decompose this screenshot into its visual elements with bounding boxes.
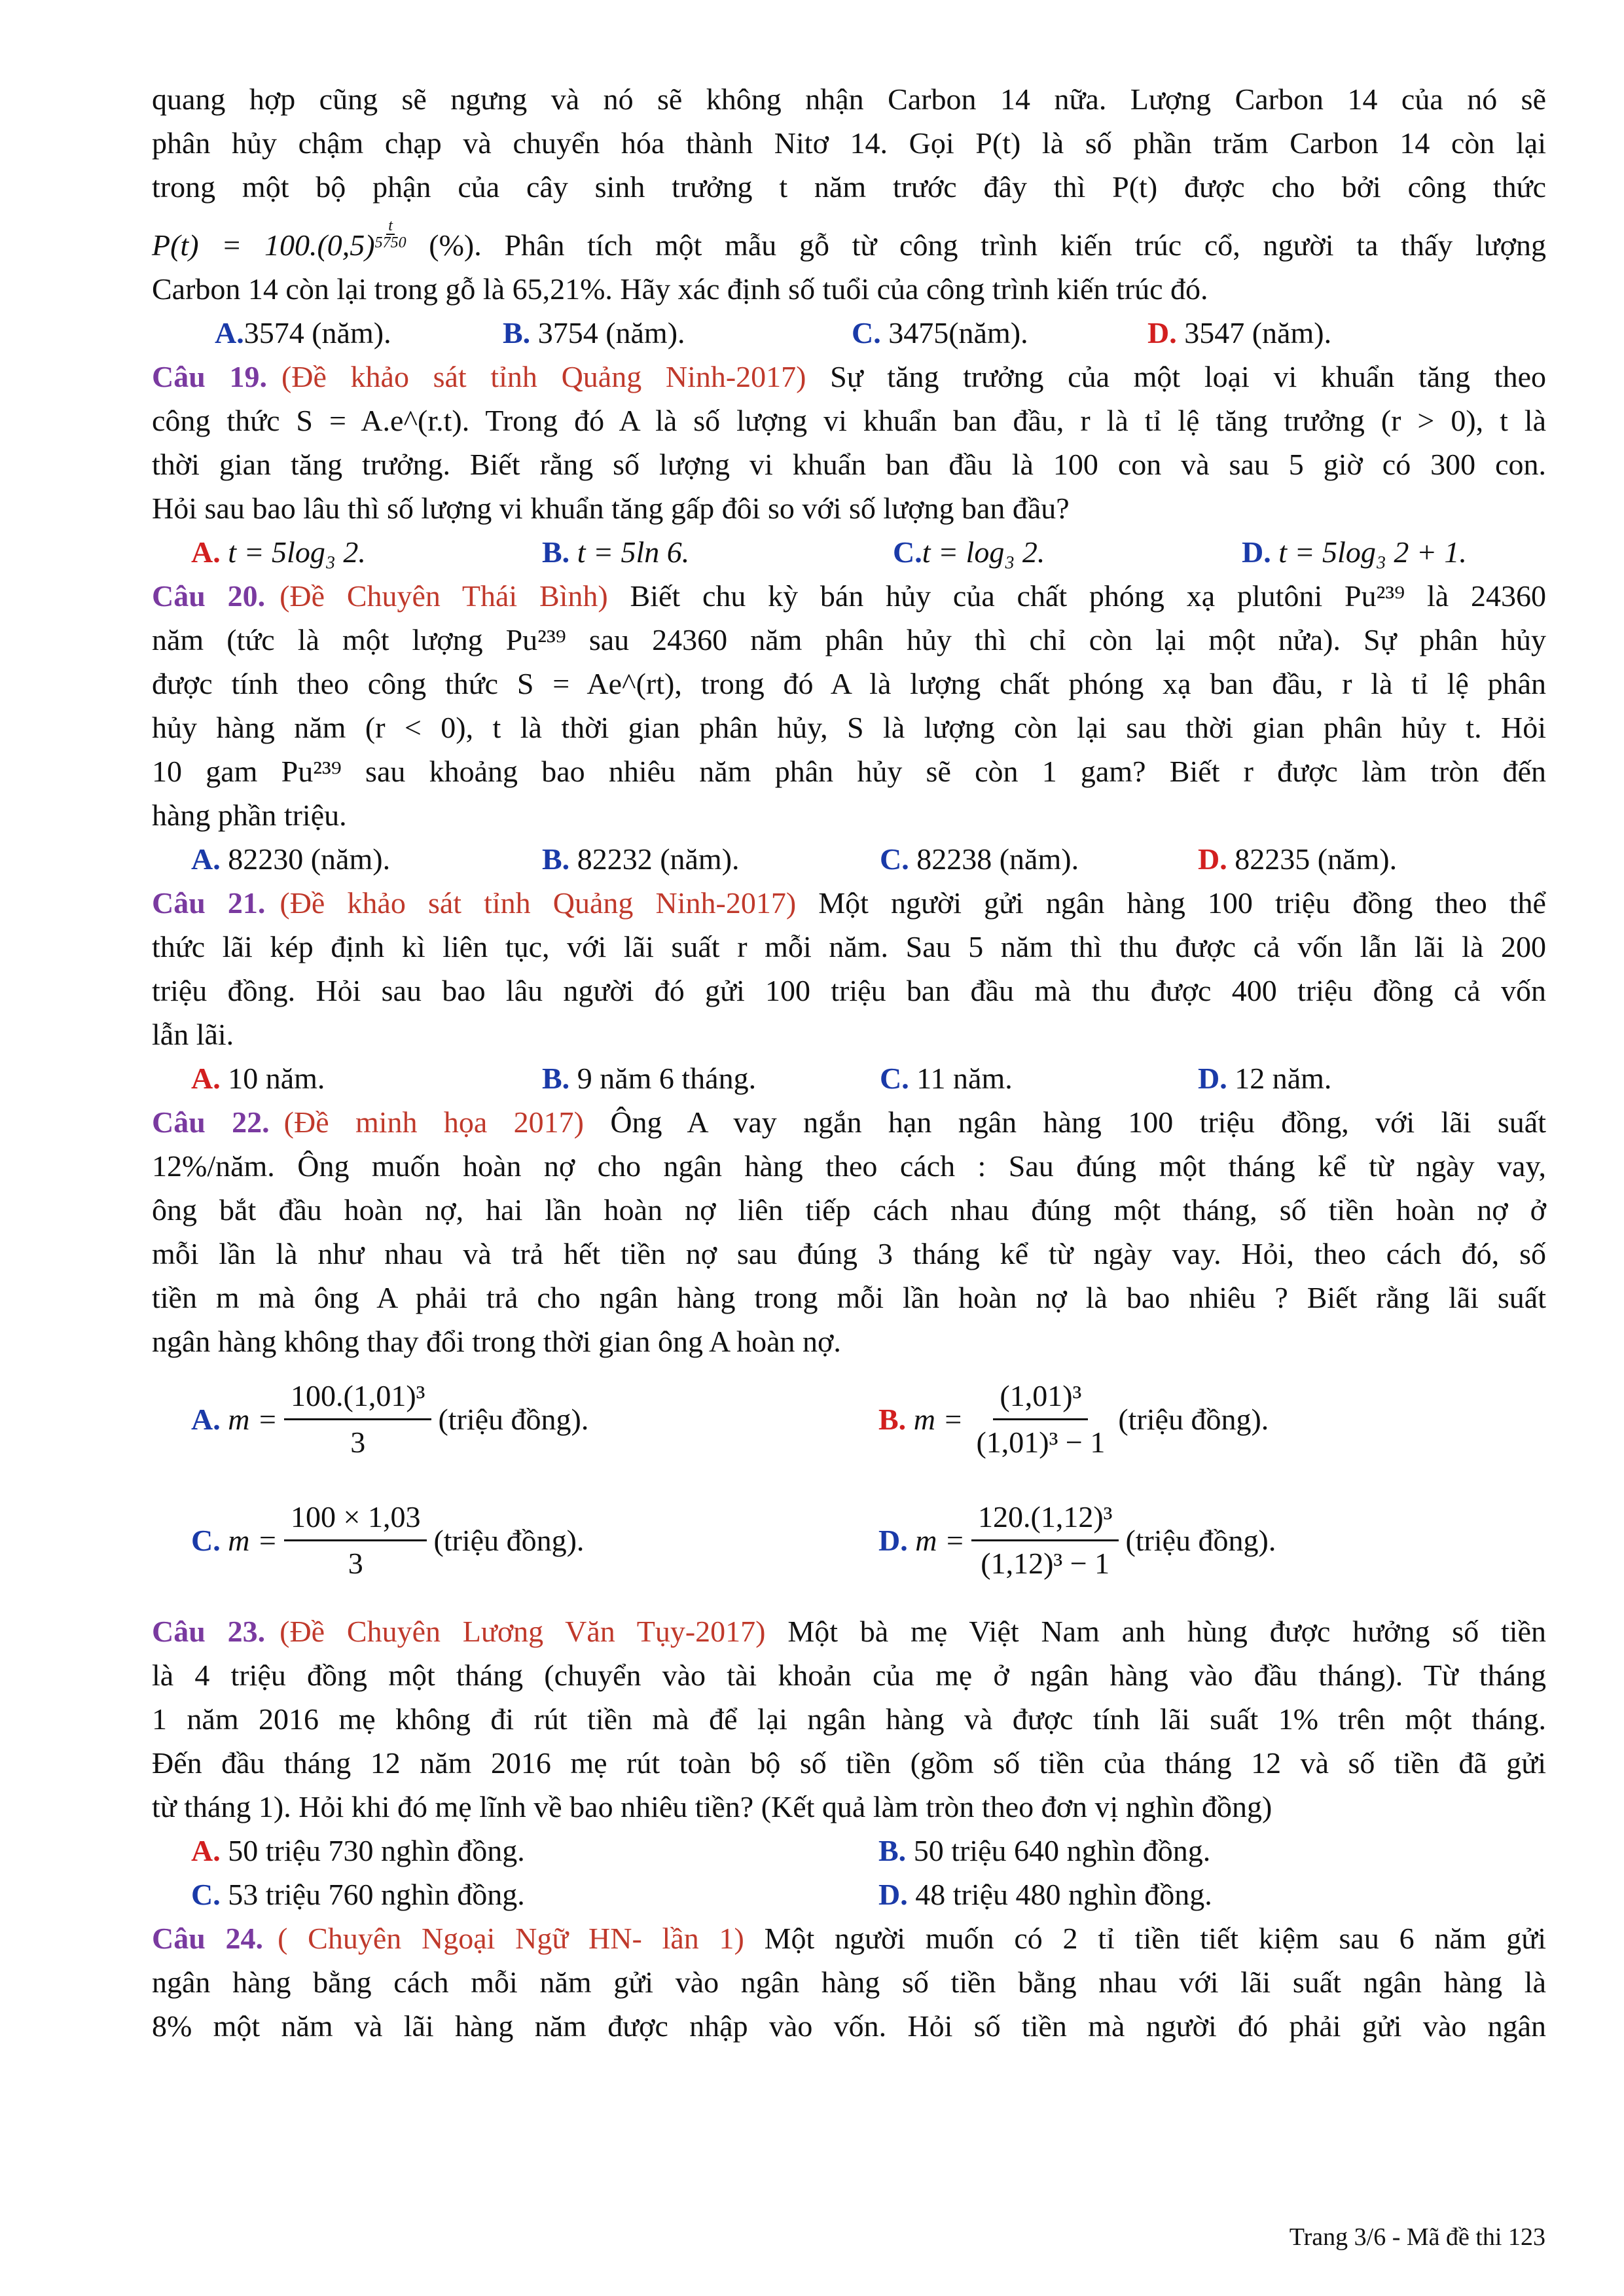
option-a[interactable]: A. t = 5log₃ 2. xyxy=(191,535,366,569)
question-23: Câu 23. (Đề Chuyên Lương Văn Tụy-2017) Một bà mẹ Việt Nam anh hùng được hưởng số tiền xyxy=(152,1615,1546,1648)
question-number: Câu 23. xyxy=(152,1615,266,1648)
intro-formula-line xyxy=(152,218,1546,267)
option-a[interactable]: A. m = $\frac{\text{100.(1,01)³}}{3}$ (triệu đồng). xyxy=(191,1378,878,1461)
option-a[interactable]: A. 82230 (năm). xyxy=(191,842,391,876)
option-c[interactable]: C. m = $\frac{100 \times 1,03}{3}$ (triệu đồng). xyxy=(191,1499,878,1582)
option-d[interactable]: D. 48 triệu 480 nghìn đồng. xyxy=(878,1878,1212,1911)
option-d[interactable]: D. 12 năm. xyxy=(1198,1062,1332,1095)
option-b[interactable]: B. 50 triệu 640 nghìn đồng. xyxy=(878,1834,1211,1867)
question-line: 8% một năm và lãi hàng năm được nhập vào vốn. Hỏi số tiền mà người đó phải gửi vào ngân xyxy=(152,2009,1546,2043)
option-a[interactable]: A. 10 năm. xyxy=(191,1062,325,1095)
option-c[interactable]: C.t = log₃ 2. xyxy=(893,535,1045,569)
option-d[interactable]: D. t = 5log₃ 2 + 1. xyxy=(1242,535,1467,569)
fraction: $\frac{\text{(1,01)³}}{\text{(1,01)³ − 1}}$ xyxy=(976,1378,1106,1459)
question-24: Câu 24. ( Chuyên Ngoại Ngữ HN- lần 1) Một người muốn có 2 tỉ tiền tiết kiệm sau 6 năm gửi xyxy=(152,1922,1546,1955)
options-row xyxy=(152,1873,1546,1916)
question-21: Câu 21. (Đề khảo sát tỉnh Quảng Ninh-2017) Một người gửi ngân hàng 100 triệu đồng theo thể xyxy=(152,886,1546,920)
question-line: Đến đầu tháng 12 năm 2016 mẹ rút toàn bộ số tiền (gồm số tiền của tháng 12 và số tiền đã gửi xyxy=(152,1746,1546,1780)
options-row xyxy=(152,1363,1546,1475)
option-b[interactable]: B. 9 năm 6 tháng. xyxy=(542,1062,757,1095)
option-c[interactable]: C. 11 năm. xyxy=(880,1062,1013,1095)
options-row xyxy=(152,1829,1546,1873)
intro-line-rest: (%). Phân tích một mẫu gỗ từ công trình kiến trúc cổ, người ta thấy lượng xyxy=(429,228,1547,262)
question-line: năm (tức là một lượng Pu²³⁹ sau 24360 năm phân hủy thì chỉ còn lại một nửa). Sự phân hủy xyxy=(152,623,1546,656)
question-number: Câu 19. xyxy=(152,360,267,393)
fraction: $\frac{\text{100.(1,01)³}}{3}$ xyxy=(284,1378,431,1461)
option-d[interactable]: D. 82235 (năm). xyxy=(1198,842,1398,876)
option-b[interactable]: B. m = $\frac{\text{(1,01)³}}{\text{(1,01)³ − 1}}$ (triệu đồng). xyxy=(878,1378,1269,1461)
question-line: 12%/năm. Ông muốn hoàn nợ cho ngân hàng theo cách : Sau đúng một tháng kể từ ngày vay, xyxy=(152,1149,1546,1183)
question-source: (Đề minh họa 2017) xyxy=(283,1105,584,1139)
question-line: ngân hàng bằng cách mỗi năm gửi vào ngân hàng số tiền bằng nhau với lãi suất ngân hàng là xyxy=(152,1965,1546,1999)
option-b[interactable]: B. 3754 (năm). xyxy=(503,316,685,350)
formula-base: P(t) = 100.(0,5) xyxy=(152,228,375,262)
question-22: Câu 22. (Đề minh họa 2017) Ông A vay ngắn hạn ngân hàng 100 triệu đồng, với lãi suất xyxy=(152,1105,1546,1139)
intro-line: Carbon 14 còn lại trong gỗ là 65,21%. Hãy xác định số tuổi của công trình kiến trúc đó. xyxy=(152,272,1208,306)
question-line: Hỏi sau bao lâu thì số lượng vi khuẩn tăng gấp đôi so với số lượng ban đầu? xyxy=(152,492,1070,525)
question-20: Câu 20. (Đề Chuyên Thái Bình) Biết chu kỳ bán hủy của chất phóng xạ plutôni Pu²³⁹ là 24360 xyxy=(152,579,1546,613)
question-19: Câu 19. (Đề khảo sát tỉnh Quảng Ninh-2017) Sự tăng trưởng của một loại vi khuẩn tăng theo xyxy=(152,360,1546,393)
question-line: thức lãi kép định kì liên tục, với lãi suất r mỗi năm. Sau 5 năm thì thu được cả vốn lẫn lãi là 200 xyxy=(152,930,1546,963)
option-c[interactable]: C. 3475(năm). xyxy=(852,316,1028,350)
formula-exponent: $\frac{t}{5750}$ xyxy=(374,217,406,251)
option-d[interactable]: D. 3547 (năm). xyxy=(1147,316,1332,350)
question-line: mỗi lần là như nhau và trả hết tiền nợ sau đúng 3 tháng kể từ ngày vay. Hỏi, theo cách đó, số xyxy=(152,1237,1546,1270)
option-b[interactable]: B. 82232 (năm). xyxy=(542,842,740,876)
options-row xyxy=(152,530,1546,574)
option-c[interactable]: C. 82238 (năm). xyxy=(880,842,1079,876)
option-a[interactable]: A. 50 triệu 730 nghìn đồng. xyxy=(191,1834,525,1867)
question-number: Câu 22. xyxy=(152,1105,270,1139)
question-line: hàng phần triệu. xyxy=(152,798,347,832)
option-b[interactable]: B. t = 5ln 6. xyxy=(542,535,690,569)
option-a[interactable]: A.3574 (năm). xyxy=(215,316,391,350)
option-c[interactable]: C. 53 triệu 760 nghìn đồng. xyxy=(191,1878,525,1911)
fraction: $\frac{100 \times 1,03}{3}$ xyxy=(284,1499,427,1582)
question-line: thời gian tăng trưởng. Biết rằng số lượng vi khuẩn ban đầu là 100 con và sau 5 giờ có 300 con. xyxy=(152,448,1546,481)
question-line: 1 năm 2016 mẹ không đi rút tiền mà để lại ngân hàng và được tính lãi suất 1% trên một tháng. xyxy=(152,1702,1546,1736)
question-number: Câu 24. xyxy=(152,1922,264,1955)
fraction: $\frac{\text{120.(1,12)³}}{\text{(1,12)³ − 1}}$ xyxy=(971,1499,1119,1582)
intro-line: trong một bộ phận của cây sinh trưởng t năm trước đây thì P(t) được cho bởi công thức xyxy=(152,170,1546,204)
page-footer: Trang 3/6 - Mã đề thi 123 xyxy=(1289,2223,1545,2251)
options-row xyxy=(152,1056,1546,1100)
question-line: tiền m mà ông A phải trả cho ngân hàng trong mỗi lần hoàn nợ là bao nhiêu ? Biết rằng lãi suất xyxy=(152,1281,1546,1314)
options-row xyxy=(152,311,1546,355)
question-number: Câu 20. xyxy=(152,579,266,613)
options-row xyxy=(152,1475,1546,1605)
question-line: lẫn lãi. xyxy=(152,1018,234,1051)
intro-line: quang hợp cũng sẽ ngưng và nó sẽ không nhận Carbon 14 nữa. Lượng Carbon 14 của nó sẽ xyxy=(152,82,1546,116)
question-line: ông bắt đầu hoàn nợ, hai lần hoàn nợ liên tiếp cách nhau đúng một tháng, số tiền hoàn nợ ở xyxy=(152,1193,1546,1227)
question-line: hủy hàng năm (r < 0), t là thời gian phân hủy, S là lượng còn lại sau thời gian phân hủy t. Hỏi xyxy=(152,711,1546,744)
question-line: được tính theo công thức S = Ae^(rt), trong đó A là lượng chất phóng xạ ban đầu, r là tỉ lệ phân xyxy=(152,667,1546,700)
option-d[interactable]: D. m = $\frac{\text{120.(1,12)³}}{\text{(1,12)³ − 1}}$ (triệu đồng). xyxy=(878,1499,1276,1582)
question-line: từ tháng 1). Hỏi khi đó mẹ lĩnh về bao nhiêu tiền? (Kết quả làm tròn theo đơn vị nghìn đồng) xyxy=(152,1790,1272,1823)
question-source: (Đề khảo sát tỉnh Quảng Ninh-2017) xyxy=(281,360,806,393)
options-row xyxy=(152,837,1546,881)
question-line: công thức S = A.e^(r.t). Trong đó A là số lượng vi khuẩn ban đầu, r là tỉ lệ tăng trưởng (r > 0), t là xyxy=(152,404,1546,437)
question-number: Câu 21. xyxy=(152,886,266,920)
question-source: (Đề Chuyên Thái Bình) xyxy=(280,579,608,613)
question-line: ngân hàng không thay đổi trong thời gian ông A hoàn nợ. xyxy=(152,1325,841,1358)
question-source: ( Chuyên Ngoại Ngữ HN- lần 1) xyxy=(278,1922,744,1955)
question-line: triệu đồng. Hỏi sau bao lâu người đó gửi 100 triệu ban đầu mà thu được 400 triệu đồng cả vốn xyxy=(152,974,1546,1007)
intro-line: phân hủy chậm chạp và chuyển hóa thành Nitơ 14. Gọi P(t) là số phần trăm Carbon 14 còn lại xyxy=(152,126,1546,160)
question-line: 10 gam Pu²³⁹ sau khoảng bao nhiêu năm phân hủy sẽ còn 1 gam? Biết r được làm tròn đến xyxy=(152,755,1546,788)
question-line: là 4 triệu đồng một tháng (chuyển vào tài khoản của mẹ ở ngân hàng vào đầu tháng). Từ tháng xyxy=(152,1659,1546,1692)
exam-page xyxy=(152,77,1546,2048)
question-source: (Đề khảo sát tỉnh Quảng Ninh-2017) xyxy=(280,886,797,920)
question-source: (Đề Chuyên Lương Văn Tụy-2017) xyxy=(280,1615,766,1648)
